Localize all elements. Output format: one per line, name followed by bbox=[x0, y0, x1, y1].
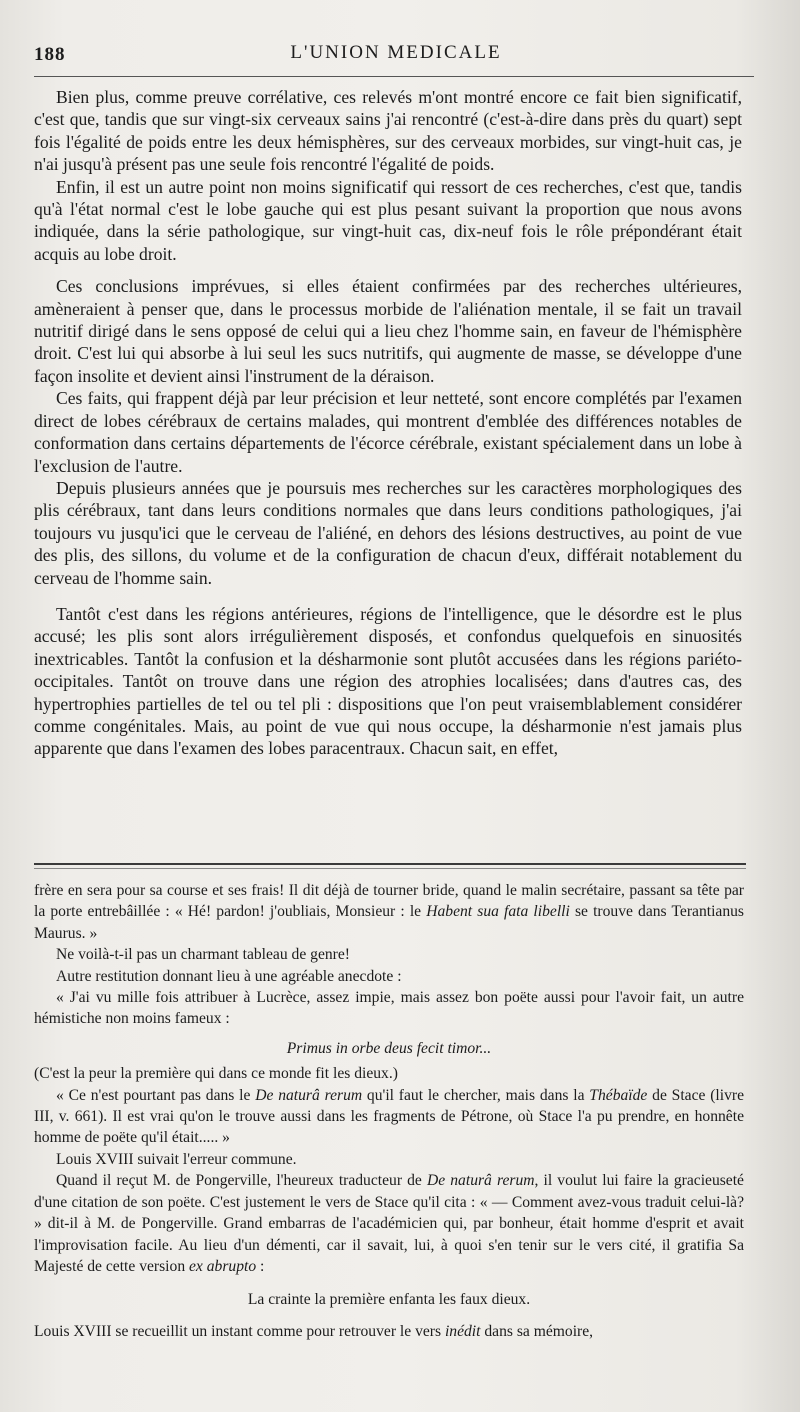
page-header bbox=[34, 40, 758, 70]
french-verse: La crainte la première enfanta les faux dieux. bbox=[247, 1291, 531, 1309]
latin-verse: Primus in orbe deus fecit timor... bbox=[286, 1039, 492, 1057]
italic-title: Thébaïde bbox=[589, 1086, 648, 1104]
paragraph: Ces conclusions imprévues, si elles étaient confirmées par des recherches ultérieures, amèneraient à penser que, dans le processus morbide de l'aliénation mentale, il se fait un travail nutritif dirigé dans le sens opposé de celui qui a lieu chez l'homme sain, en faveur de l'hémisphère droit. C'est lui qui absorbe à lui seul les sucs nutritifs, qui augmente de masse, se développe d'une façon insolite et devient ainsi l'instrument de la déraison. bbox=[34, 276, 742, 386]
italic-phrase: ex abrupto bbox=[189, 1257, 257, 1275]
paragraph: Depuis plusieurs années que je poursuis mes recherches sur les caractères morphologiques des plis cérébraux, tant dans leurs conditions normales que dans leurs conditions pathologiques, j'ai toujours vu jusqu'ici que le cerveau de l'aliéné, en dehors des lésions destructives, au point de vue des plis, des sillons, du volume et de la configuration de chacun d'eux, différait notablement du cerveau de l'homme sain. bbox=[34, 477, 742, 588]
text-run: « Ce n'est pourtant pas dans le bbox=[56, 1086, 256, 1104]
italic-title: Habent sua fata libelli bbox=[426, 903, 570, 921]
main-text bbox=[34, 86, 742, 760]
text-run: Louis XVIII se recueillit un instant comme pour retrouver le vers bbox=[34, 1322, 445, 1340]
text-run: : bbox=[256, 1257, 265, 1275]
note-paragraph bbox=[34, 880, 744, 944]
note-paragraph: Louis XVIII suivait l'erreur commune. bbox=[56, 1150, 297, 1168]
paragraph: Ces faits, qui frappent déjà par leur précision et leur netteté, sont encore complétés par l'examen direct de lobes cérébraux de certains malades, qui montrent d'emblée des différences notables de conformation dans certains départements de l'écorce cérébrale, existant spécialement dans un lobe à l'exclusion de l'autre. bbox=[34, 388, 742, 476]
text-run: qu'il faut le chercher, mais dans la bbox=[362, 1086, 590, 1104]
note-paragraph bbox=[34, 1170, 744, 1277]
note-paragraph bbox=[34, 1321, 744, 1342]
feuilleton-text bbox=[34, 880, 744, 1342]
italic-title: De naturâ rerum bbox=[255, 1086, 363, 1104]
paragraph: Bien plus, comme preuve corrélative, ces relevés m'ont montré encore ce fait bien significatif, c'est que, tandis que sur vingt-six cerveaux sains j'ai rencontré (c'est-à-dire dans près du quart) sept fois l'égalité de poids entre les deux hémisphères, sur des cerveaux morbides, sur vingt-huit cas, je n'ai jusqu'à présent pas une seule fois rencontré l'égalité de poids. bbox=[34, 87, 742, 175]
note-paragraph bbox=[34, 1085, 744, 1149]
paragraph: Enfin, il est un autre point non moins significatif qui ressort de ces recherches, c'est que, tandis qu'à l'état normal c'est le lobe gauche qui est plus pesant suivant la proportion que nous avons indiquée, dans la série pathologique, sur vingt-huit cas, dix-neuf fois le rôle prépondérant était acquis au lobe droit. bbox=[34, 176, 742, 264]
footnote-rule bbox=[34, 863, 746, 865]
note-paragraph: (C'est la peur la première qui dans ce monde fit les dieux.) bbox=[34, 1065, 398, 1083]
text-run: , il voulut lui faire la gracieuseté d'une citation de son poëte. C'est justement le vers de Stace qu'il cita : « — Comment avez-vous traduit celui-là? » dit-il à M. de Pongerville. Grand embarras de l'académicien qui, par bonheur, était homme d'esprit et avait l'improvisation facile. Au lieu d'un démenti, car il savait, lui, à quoi s'en tenir sur le vers cité, il gratifia Sa Majesté de cette version bbox=[34, 1172, 744, 1275]
italic-title: De naturâ rerum bbox=[426, 1172, 535, 1190]
page-number: 188 bbox=[34, 44, 66, 65]
running-title: L'UNION MEDICALE bbox=[290, 42, 502, 63]
note-paragraph: « J'ai vu mille fois attribuer à Lucrèce, assez impie, mais assez bon poëte aussi pour l'avoir fait, un autre hémistiche non moins fameux : bbox=[34, 989, 744, 1028]
italic-word: inédit bbox=[444, 1322, 481, 1340]
text-run: dans sa mémoire, bbox=[480, 1322, 594, 1340]
text-run: frère en sera pour sa course et ses frais! Il dit déjà de tourner bride, quand le malin secrétaire, passant sa tête par la porte entrebâillée : « Hé! pardon! j'oubliais, Monsieur : le bbox=[34, 882, 744, 921]
paragraph: Tantôt c'est dans les régions antérieures, régions de l'intelligence, que le désordre est le plus accusé; les plis sont alors irrégulièrement disposés, et confondus quelquefois en sinuosités inextricables. Tantôt la confusion et la désharmonie sont plutôt accusées dans les régions pariéto-occipitales. Tantôt on trouve dans une région des atrophies localisées; dans d'autres cas, des hypertrophies partielles de tel ou tel pli : dispositions que l'on peut vraisemblablement considérer comme congénitales. Mais, au point de vue qui nous occupe, la désharmonie n'est jamais plus apparente que dans l'examen des lobes paracentraux. Chacun sait, en effet, bbox=[34, 603, 742, 759]
header-rule bbox=[34, 76, 754, 77]
text-run: de Stace (livre III, v. 661). Il est vrai qu'on le trouve aussi dans les fragments de Pétrone, où Stace l'a pu prendre, en honnête homme de poëte qu'il était..... » bbox=[34, 1086, 744, 1147]
note-paragraph: Ne voilà-t-il pas un charmant tableau de genre! bbox=[56, 946, 350, 964]
footnote-rule-thin bbox=[34, 868, 746, 869]
text-run: se trouve dans Terantianus Maurus. » bbox=[34, 903, 744, 942]
note-paragraph: Autre restitution donnant lieu à une agréable anecdote : bbox=[56, 967, 402, 985]
text-run: Quand il reçut M. de Pongerville, l'heureux traducteur de bbox=[56, 1172, 427, 1190]
